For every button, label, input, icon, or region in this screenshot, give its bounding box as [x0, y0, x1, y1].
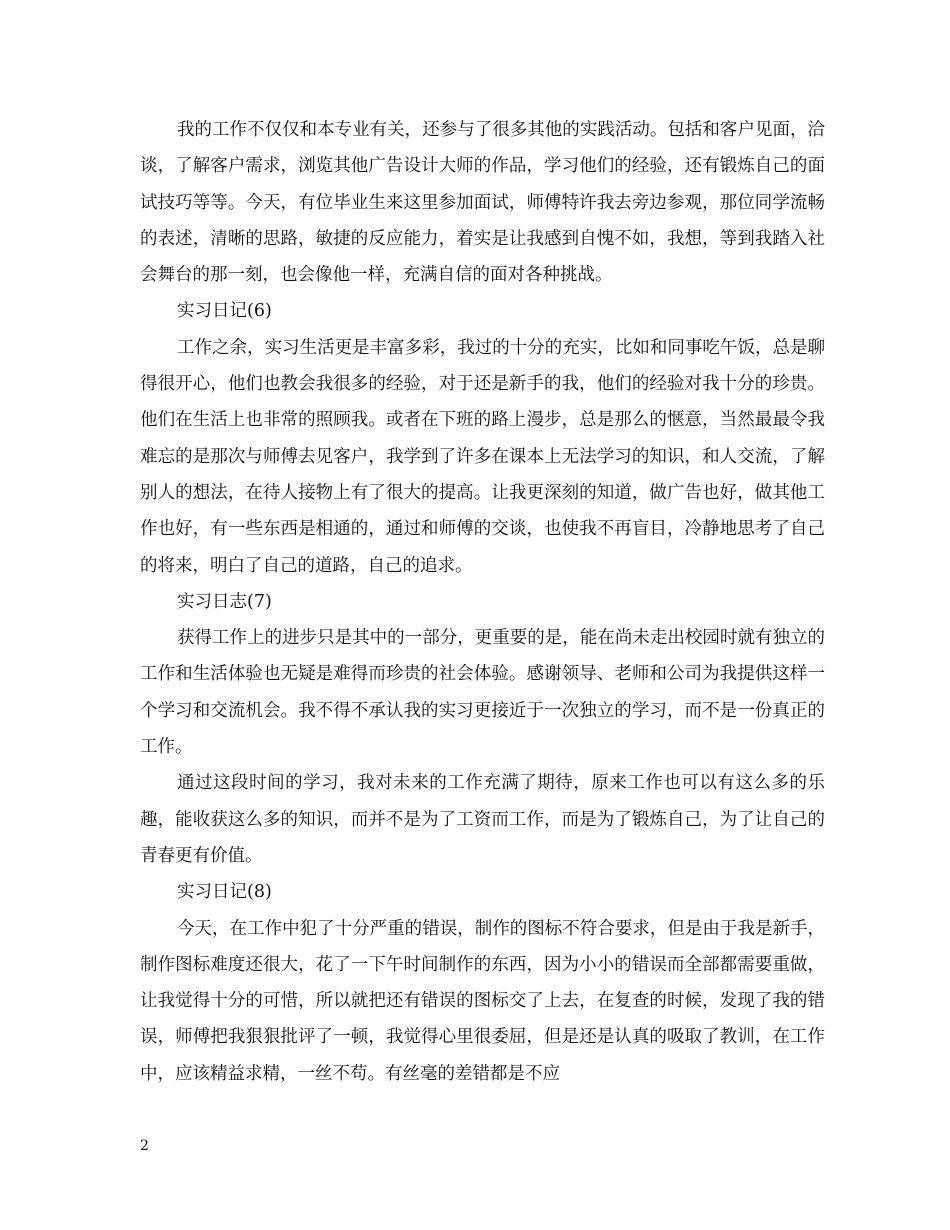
paragraph-expectation: 通过这段时间的学习，我对未来的工作充满了期待，原来工作也可以有这么多的乐趣，能收获这么多的知识，而并不是为了工资而工作，而是为了锻炼自己，为了让自己的青春更有价值。 — [140, 773, 825, 866]
paragraph-mistake: 今天，在工作中犯了十分严重的错误，制作的图标不符合要求，但是由于我是新手，制作图标难度还很大，花了一下午时间制作的东西，因为小小的错误而全部都需要重做，让我觉得十分的可惜，所以就把还有错误的图标交了上去，在复查的时候，发现了我的错误，师傅把我狠狠批评了一顿，我觉得心里很委屈，但是还是认真的吸取了教训，在工作中，应该精益求精，一丝不苟。有丝毫的差错都是不应 — [140, 918, 825, 1084]
paragraph-work-practice: 我的工作不仅仅和本专业有关，还参与了很多其他的实践活动。包括和客户见面，洽谈，了解客户需求，浏览其他广告设计大师的作品，学习他们的经验，还有锻炼自己的面试技巧等等。今天，有位毕业生来这里参加面试，师傅特许我去旁边参观，那位同学流畅的表述，清晰的思路，敏捷的反应能力，着实是让我感到自愧不如，我想，等到我踏入社会舞台的那一刻，也会像他一样，充满自信的面对各种挑战。 — [140, 120, 825, 286]
heading-diary-7: 实习日志(7) — [177, 591, 272, 612]
document-body — [140, 112, 825, 1092]
heading-diary-8: 实习日记(8) — [177, 882, 272, 903]
paragraph-progress: 获得工作上的进步只是其中的一部分，更重要的是，能在尚未走出校园时就有独立的工作和生活体验也无疑是难得而珍贵的社会体验。感谢领导、老师和公司为我提供这样一个学习和交流机会。我不得不承认我的实习更接近于一次独立的学习，而不是一份真正的工作。 — [140, 628, 825, 758]
page-number: 2 — [140, 1138, 149, 1154]
paragraph-after-work: 工作之余，实习生活更是丰富多彩，我过的十分的充实，比如和同事吃午饭，总是聊得很开心，他们也教会我很多的经验，对于还是新手的我，他们的经验对我十分的珍贵。他们在生活上也非常的照顾我。或者在下班的路上漫步，总是那么的惬意，当然最最令我难忘的是那次与师傅去见客户，我学到了许多在课本上无法学习的知识，和人交流，了解别人的想法，在待人接物上有了很大的提高。让我更深刻的知道，做广告也好，做其他工作也好，有一些东西是相通的，通过和师傅的交谈，也使我不再盲目，冷静地思考了自己的将来，明白了自己的道路，自己的追求。 — [140, 337, 825, 576]
heading-diary-6: 实习日记(6) — [177, 301, 272, 322]
